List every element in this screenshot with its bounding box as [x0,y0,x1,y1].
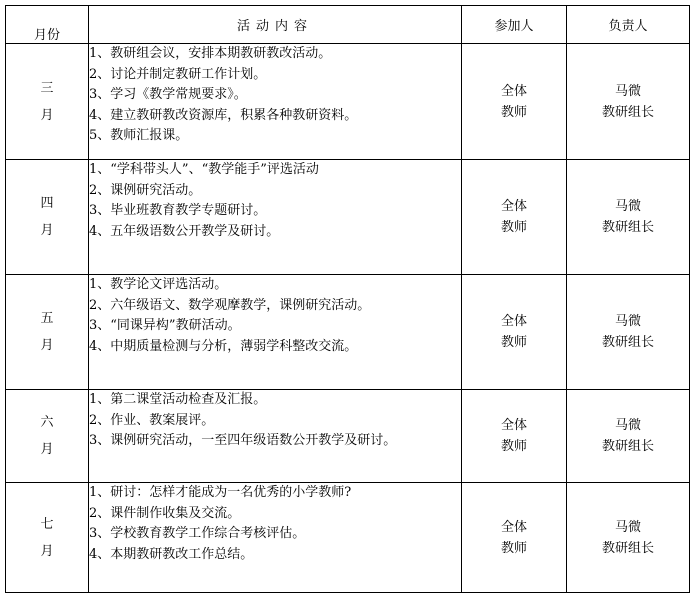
responsible-role: 教研组长 [601,104,654,120]
activity-item: 3、“同课异构”教研活动。 [89,318,241,333]
content-cell [89,44,462,160]
activity-item: 2、课件制作收集及交流。 [89,505,241,521]
content-cell [89,483,462,593]
participants-line: 全体 [500,418,527,433]
activity-item: 4、中期质量检测与分析，薄弱学科整改交流。 [89,338,358,354]
month-label: 三 [40,80,54,96]
table-row [6,275,690,390]
responsible-cell [567,160,690,275]
activity-item: 5、教师汇报课。 [89,128,189,143]
content-cell [89,390,462,483]
participants-line: 教师 [500,335,527,350]
participants-line: 全体 [500,83,527,99]
activity-item: 1、研讨：怎样才能成为一名优秀的小学教师? [89,485,352,500]
table-header-row [6,6,690,44]
responsible-role: 教研组长 [601,220,654,235]
activity-item: 4、建立教研教改资源库，积累各种教研资料。 [89,107,358,123]
month-cell [6,160,89,275]
participants-line: 教师 [500,104,527,120]
content-cell [89,160,462,275]
responsible-cell [567,275,690,390]
responsible-role: 教研组长 [601,335,654,350]
participants-cell [462,44,567,160]
header-responsible: 负责人 [567,6,690,44]
responsible-role: 教研组长 [601,540,654,556]
responsible-role: 教研组长 [601,439,654,454]
participants-line: 教师 [500,220,527,235]
activity-item: 3、课例研究活动，一至四年级语数公开教学及研讨。 [89,433,397,448]
activity-schedule-table [5,5,690,593]
table-row [6,160,690,275]
activity-item: 3、毕业班教育教学专题研讨。 [89,203,267,218]
activity-item: 1、第二课堂活动检查及汇报。 [89,392,267,407]
month-cell [6,44,89,160]
activity-item: 3、学习《教学常规要求》。 [89,87,247,102]
month-cell [6,390,89,483]
responsible-name: 马微 [614,418,641,433]
participants-cell [462,483,567,593]
table-row [6,44,690,160]
activity-item: 1、教研组会议，安排本期教研教改活动。 [89,46,332,61]
participants-line: 全体 [500,314,527,329]
table-row [6,483,690,593]
header-participants: 参加人 [462,6,567,44]
month-suffix: 月 [40,107,54,123]
month-label: 六 [40,415,54,430]
month-suffix: 月 [40,442,54,457]
activity-item: 4、五年级语数公开教学及研讨。 [89,223,280,239]
responsible-name: 马微 [614,83,641,99]
month-suffix: 月 [40,223,54,238]
participants-line: 教师 [500,439,527,454]
activity-item: 3、学校教育教学工作综合考核评估。 [89,526,306,541]
participants-line: 全体 [500,199,527,214]
content-cell [89,275,462,390]
participants-cell [462,390,567,483]
activity-item: 1、教学论文评选活动。 [89,277,228,292]
header-month: 月份 [6,6,89,44]
participants-cell [462,160,567,275]
responsible-name: 马微 [614,199,641,214]
month-label: 五 [40,311,54,326]
month-cell [6,275,89,390]
participants-line: 教师 [500,540,527,556]
header-content: 活动内容 [89,6,462,44]
activity-item: 2、讨论并制定教研工作计划。 [89,66,267,82]
responsible-name: 马微 [614,314,641,329]
month-label: 四 [40,196,54,211]
month-label: 七 [40,516,54,532]
activity-item: 4、本期教研教改工作总结。 [89,546,254,562]
responsible-name: 马微 [614,519,641,535]
month-suffix: 月 [40,338,54,353]
activity-item: 2、六年级语文、数学观摩教学，课例研究活动。 [89,297,371,313]
activity-item: 2、作业、教案展评。 [89,412,215,428]
responsible-cell [567,390,690,483]
table-row [6,390,690,483]
month-suffix: 月 [40,543,54,559]
responsible-cell [567,44,690,160]
month-cell [6,483,89,593]
activity-item: 1、“学科带头人”、“教学能手”评选活动 [89,162,319,177]
responsible-cell [567,483,690,593]
participants-line: 全体 [500,519,527,535]
activity-item: 2、课例研究活动。 [89,182,202,198]
participants-cell [462,275,567,390]
